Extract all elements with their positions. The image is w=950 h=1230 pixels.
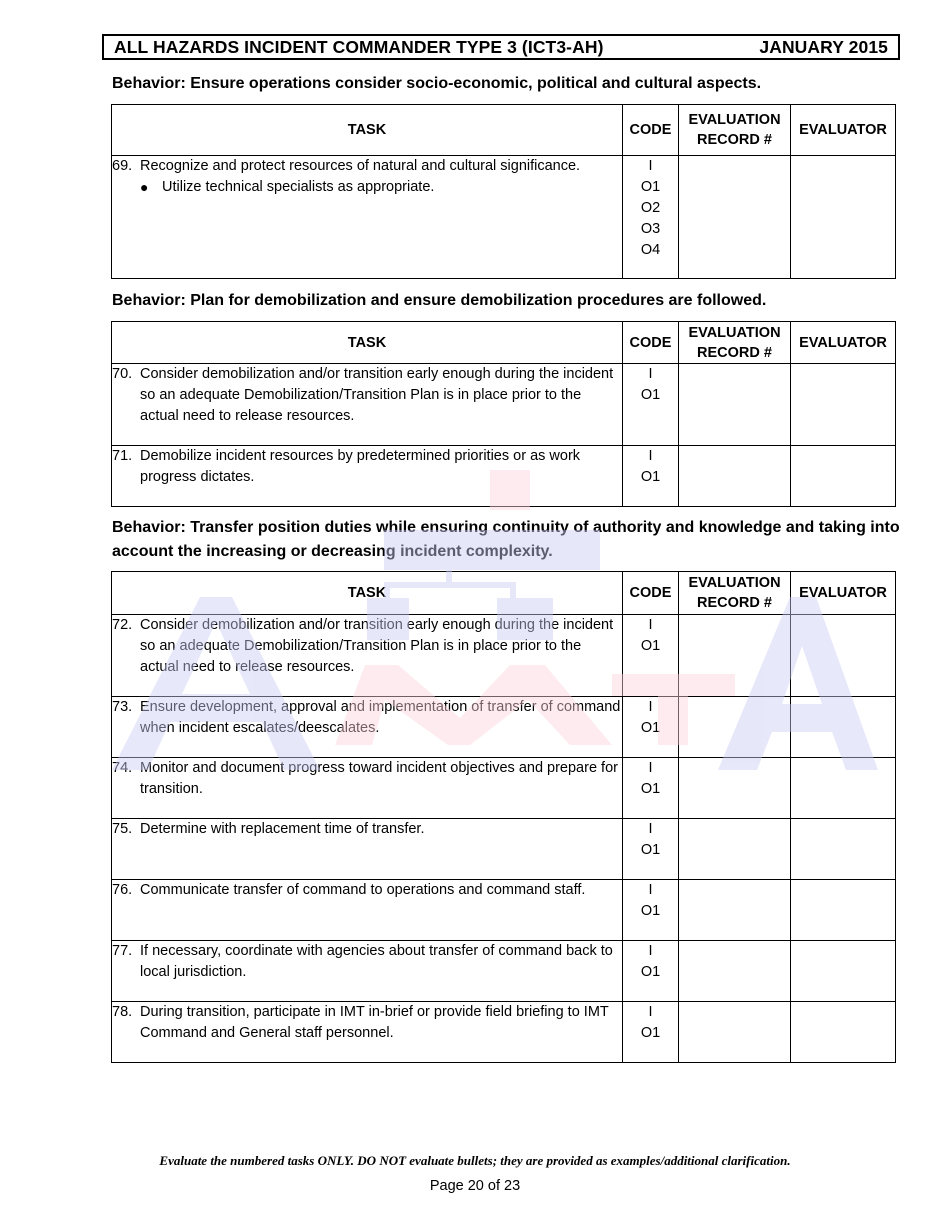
task-cell [112, 446, 623, 507]
evaluation-record-column-header: EVALUATION RECORD # [679, 105, 791, 156]
code-cell: I O1 O2 O3 O4 [623, 156, 679, 279]
task-text: Communicate transfer of command to operations and command staff. [140, 882, 586, 898]
code-cell: I O1 [623, 615, 679, 697]
code-cell: I O1 [623, 880, 679, 941]
code-cell: I O1 [623, 697, 679, 758]
table-row [112, 880, 896, 941]
document-header [102, 34, 900, 60]
task-cell [112, 941, 623, 1002]
task-text: If necessary, coordinate with agencies about transfer of command back to local jurisdiction. [140, 943, 613, 980]
task-number: 75. [112, 821, 133, 837]
code-column-header: CODE [623, 572, 679, 615]
table-row [112, 364, 896, 446]
task-text: Demobilize incident resources by predetermined priorities or as work progress dictates. [140, 448, 581, 485]
task-text: Consider demobilization and/or transition early enough during the incident so an adequate Demobilization/Transition Plan is in place prior to the actual need to release resources. [140, 366, 614, 424]
evaluator-column-header: EVALUATOR [791, 105, 896, 156]
task-bullet: Utilize technical specialists as appropriate. [162, 179, 435, 195]
evaluation-record-cell[interactable] [679, 819, 791, 880]
code-cell: I O1 [623, 758, 679, 819]
table-header-row [112, 572, 896, 615]
evaluation-record-cell[interactable] [679, 156, 791, 279]
document-title: ALL HAZARDS INCIDENT COMMANDER TYPE 3 (ICT3-AH) [114, 36, 604, 57]
code-cell: I O1 [623, 941, 679, 1002]
table-row [112, 758, 896, 819]
task-table-2 [111, 321, 896, 507]
code-column-header: CODE [623, 322, 679, 364]
task-number: 72. [112, 617, 133, 633]
evaluation-record-column-header: EVALUATION RECORD # [679, 322, 791, 364]
evaluation-record-cell[interactable] [679, 615, 791, 697]
task-number: 74. [112, 760, 133, 776]
task-table-1 [111, 104, 896, 279]
task-table-3 [111, 571, 896, 1063]
evaluation-record-cell[interactable] [679, 758, 791, 819]
evaluator-cell[interactable] [791, 880, 896, 941]
evaluator-cell[interactable] [791, 156, 896, 279]
task-text: Determine with replacement time of transfer. [140, 821, 425, 837]
table-row [112, 819, 896, 880]
behavior-heading-3: Behavior: Transfer position duties while ensuring continuity of authority and knowledge and taking into account the increasing or decreasing incident complexity. [112, 519, 900, 560]
behavior-heading-1: Behavior: Ensure operations consider socio-economic, political and cultural aspects. [112, 75, 762, 92]
task-cell [112, 697, 623, 758]
task-text: Monitor and document progress toward incident objectives and prepare for transition. [140, 760, 618, 797]
table-row [112, 615, 896, 697]
evaluator-cell[interactable] [791, 758, 896, 819]
table-row [112, 697, 896, 758]
evaluation-record-cell[interactable] [679, 364, 791, 446]
task-column-header: TASK [112, 105, 623, 156]
evaluator-cell[interactable] [791, 941, 896, 1002]
task-number: 78. [112, 1004, 133, 1020]
task-number: 69. [112, 158, 133, 174]
task-number: 73. [112, 699, 133, 715]
code-cell: I O1 [623, 819, 679, 880]
evaluator-cell[interactable] [791, 697, 896, 758]
table-header-row [112, 105, 896, 156]
task-text: Recognize and protect resources of natural and cultural significance. [140, 158, 581, 174]
table-row [112, 941, 896, 1002]
task-column-header: TASK [112, 322, 623, 364]
task-cell [112, 758, 623, 819]
evaluator-cell[interactable] [791, 819, 896, 880]
code-column-header: CODE [623, 105, 679, 156]
task-cell [112, 1002, 623, 1063]
task-cell [112, 156, 623, 279]
page-number: Page 20 of 23 [429, 1178, 521, 1194]
table-row [112, 446, 896, 507]
code-cell: I O1 [623, 364, 679, 446]
behavior-heading-2: Behavior: Plan for demobilization and ensure demobilization procedures are followed. [112, 292, 767, 309]
evaluation-record-column-header: EVALUATION RECORD # [679, 572, 791, 615]
evaluator-column-header: EVALUATOR [791, 572, 896, 615]
bullet-icon: ● [140, 179, 149, 195]
task-number: 76. [112, 882, 133, 898]
task-text: During transition, participate in IMT in-brief or provide field briefing to IMT Command and General staff personnel. [140, 1004, 609, 1041]
evaluation-record-cell[interactable] [679, 880, 791, 941]
task-text: Ensure development, approval and implementation of transfer of command when incident escalates/deescalates. [140, 699, 621, 736]
task-cell [112, 880, 623, 941]
task-number: 77. [112, 943, 133, 959]
evaluation-record-cell[interactable] [679, 446, 791, 507]
evaluator-column-header: EVALUATOR [791, 322, 896, 364]
table-header-row [112, 322, 896, 364]
evaluator-cell[interactable] [791, 615, 896, 697]
evaluator-cell[interactable] [791, 364, 896, 446]
table-row [112, 1002, 896, 1063]
table-row [112, 156, 896, 279]
task-number: 70. [112, 366, 133, 382]
document-date: JANUARY 2015 [759, 36, 888, 57]
task-column-header: TASK [112, 572, 623, 615]
footnote: Evaluate the numbered tasks ONLY. DO NOT evaluate bullets; they are provided as examples/additional clarification. [159, 1153, 791, 1168]
evaluation-record-cell[interactable] [679, 1002, 791, 1063]
evaluator-cell[interactable] [791, 1002, 896, 1063]
task-text: Consider demobilization and/or transition early enough during the incident so an adequate Demobilization/Transition Plan is in place prior to the actual need to release resources. [140, 617, 614, 675]
task-number: 71. [112, 448, 133, 464]
task-cell [112, 615, 623, 697]
task-cell [112, 819, 623, 880]
evaluation-record-cell[interactable] [679, 697, 791, 758]
task-cell [112, 364, 623, 446]
code-cell: I O1 [623, 446, 679, 507]
evaluation-record-cell[interactable] [679, 941, 791, 1002]
code-cell: I O1 [623, 1002, 679, 1063]
evaluator-cell[interactable] [791, 446, 896, 507]
